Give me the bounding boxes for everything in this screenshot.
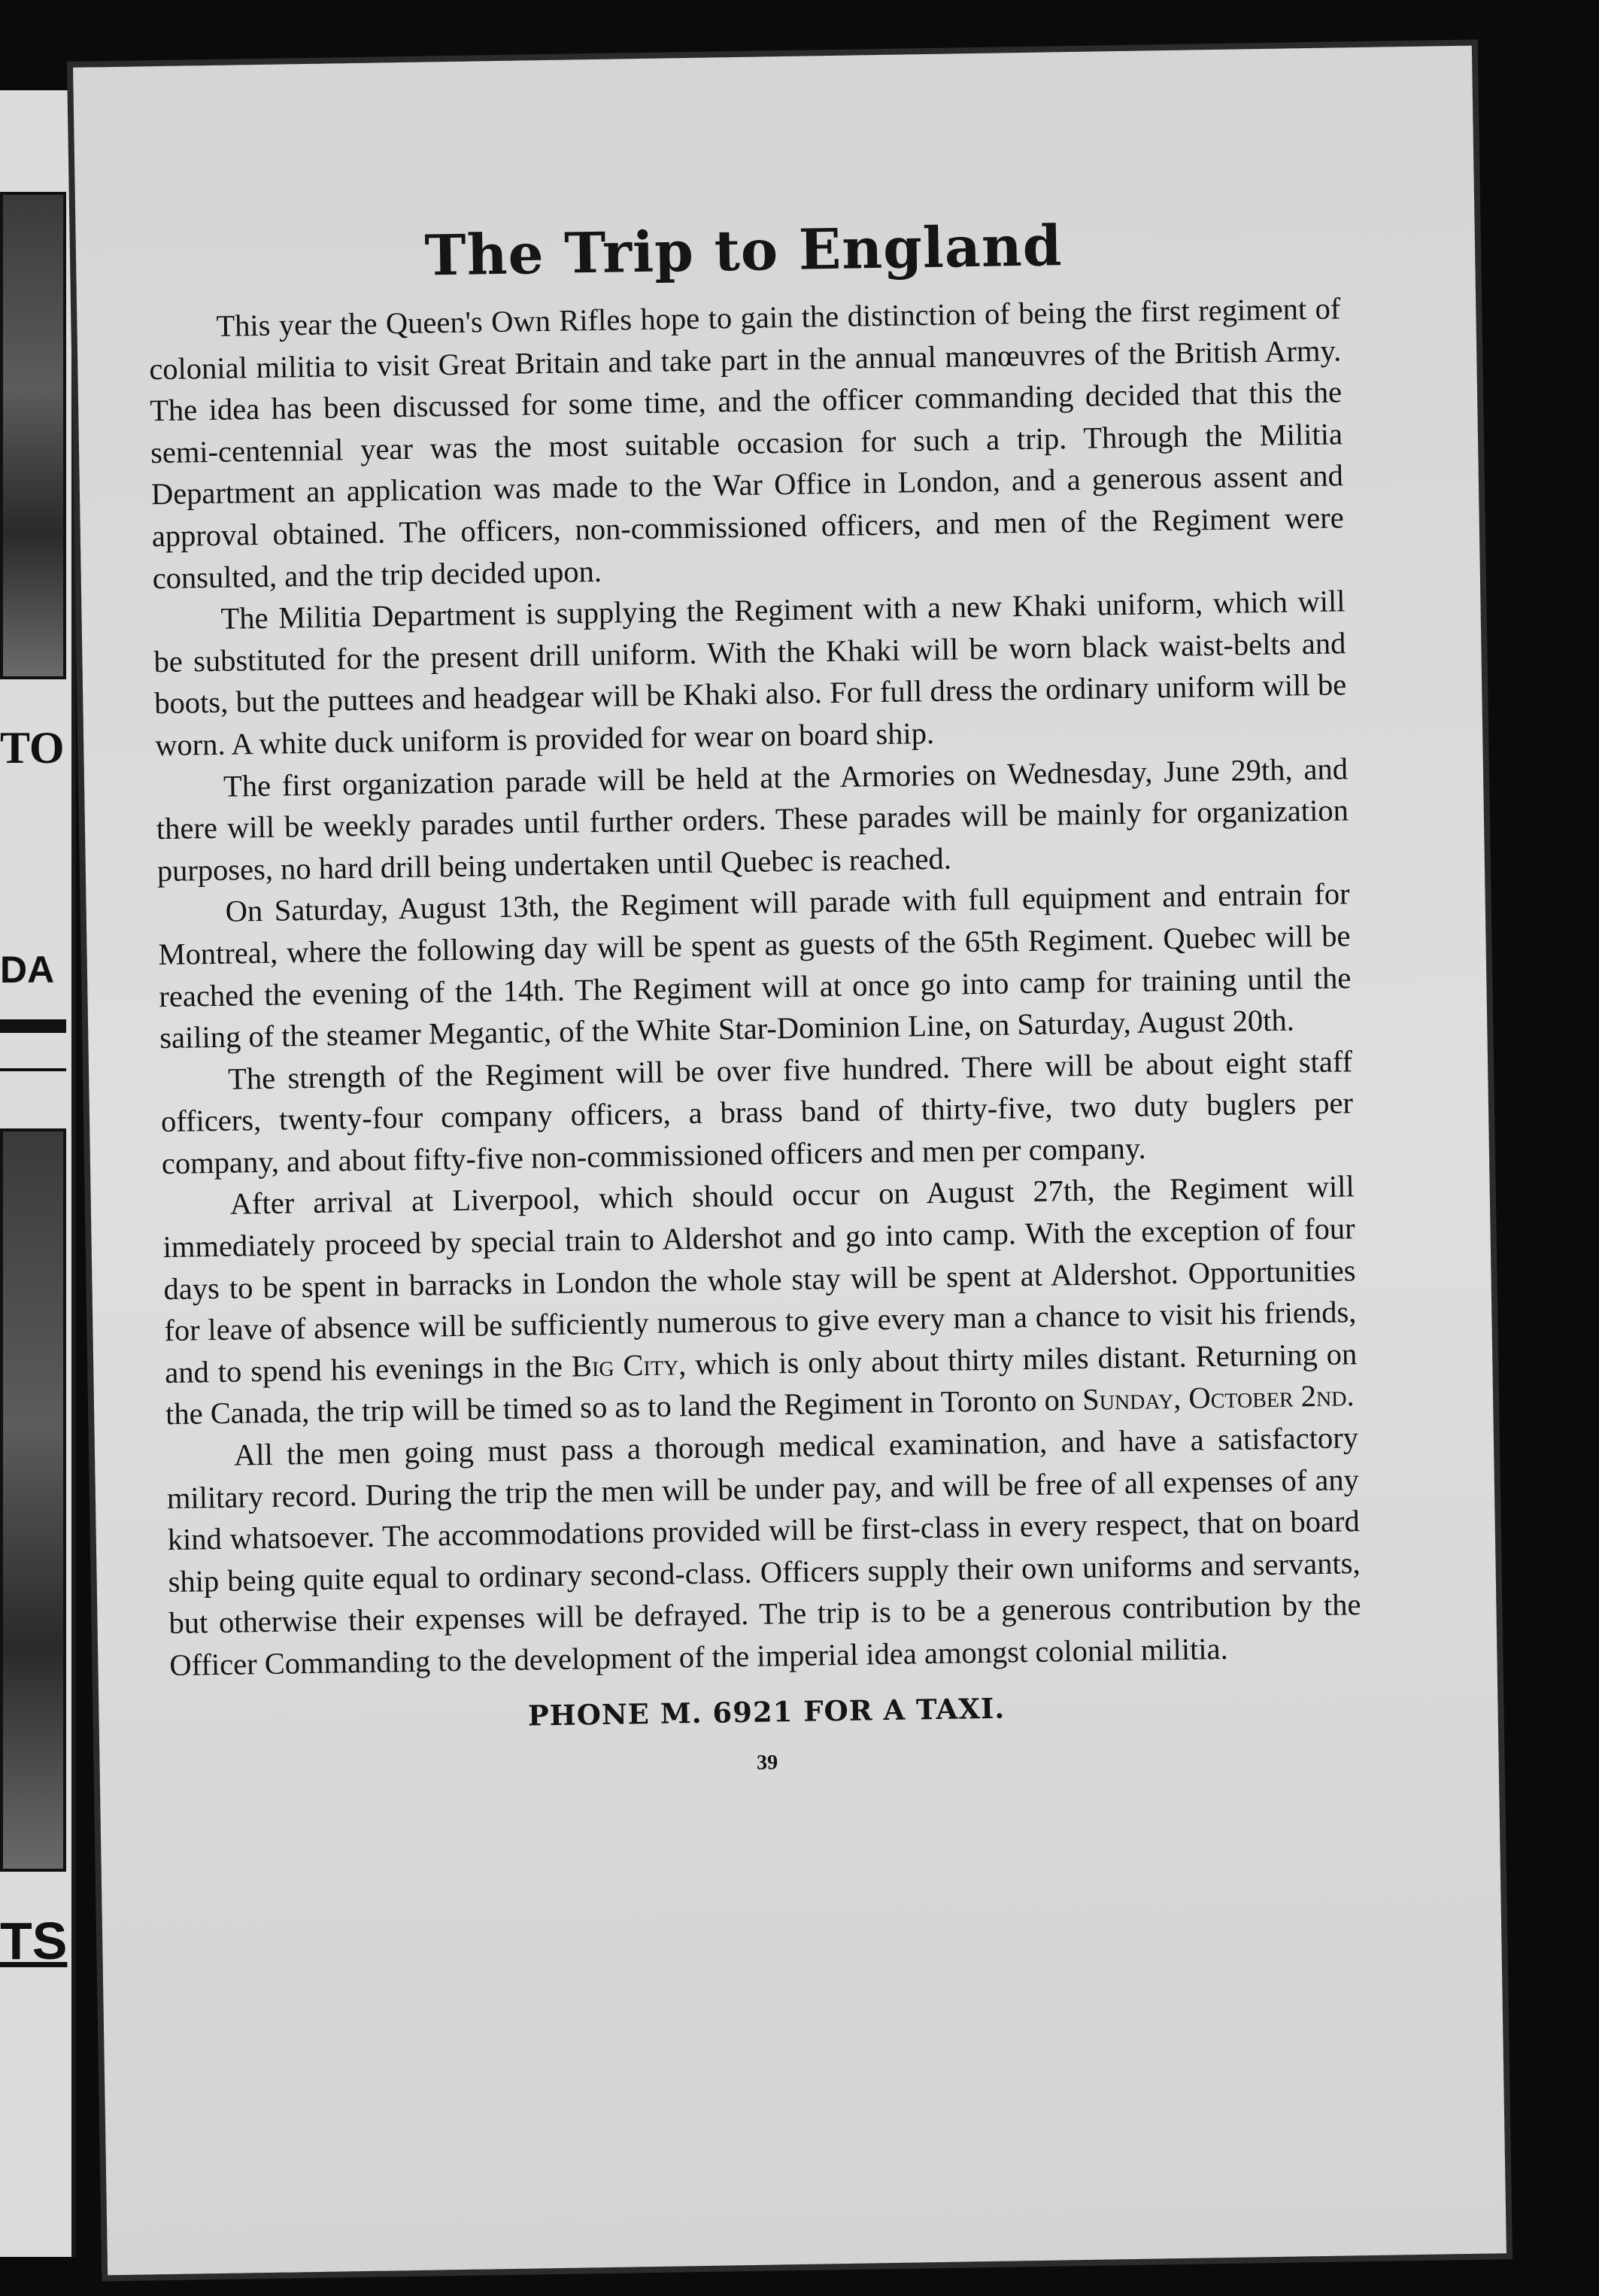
adjacent-page [0,90,76,2257]
adjacent-page-text-fragment: DA [0,949,55,991]
emphasis-big-city: Big City [571,1347,679,1383]
article-paragraph: This year the Queen's Own Rifles hope to gain the distinction of being the first regiment of colonial militia to visit Great Britain and take part in the annual manœuvres of the British Army. The idea has been discussed for some time, and the officer commanding decided that this the semi-centennial year was the most suitable occasion for such a trip. Through the Militia Department an application was made to the War Office in London, and a generous assent and approval obtained. The officers, non-commissioned officers, and men of the Regiment were consulted, and the trip decided upon. [149,291,1345,595]
article-title: The Trip to England [423,214,1063,289]
article-paragraph [162,1166,1358,1435]
paragraph-text: , which is only about thirty miles distant. Returning on the Canada, the trip will be timed so as to land the Regiment in Toronto on [165,1337,1358,1432]
document-page [73,46,1506,2276]
article [147,209,1363,1784]
taxi-advertisement: PHONE M. 6921 FOR A TAXI. [527,1691,1006,1733]
article-paragraph: The first organization parade will be held at the Armories on Wednesday, June 29th, and there will be weekly parades until further orders. These parades will be mainly for organization purposes, no hard drill being undertaken until Quebec is reached. [156,751,1349,888]
adjacent-page-photo-top [0,192,66,679]
paragraph-text: After arrival at Liverpool, which should occur on August 27th, the Regiment will immediately proceed by special train to Aldershot and go into camp. With the exception of four days to be spent in barracks in London the whole stay will be spent at Aldershot. Opportunities for leave of absence will be sufficiently numerous to give every man a chance to visit his friends, and to spend his evenings in the [162,1169,1357,1389]
adjacent-page-rule [0,1019,66,1033]
adjacent-page-rule [0,1068,66,1071]
adjacent-page-text-fragment: TS [0,1912,68,1970]
adjacent-page-photo-bottom [0,1128,66,1872]
article-paragraph: The strength of the Regiment will be over five hundred. There will be about eight staff officers, twenty-four company officers, a brass band of thirty-five, two duty buglers per company, and about fifty-five non-commissioned officers and men per company. [160,1043,1354,1180]
page-number: 39 [756,1750,778,1775]
paragraph-text: . [1346,1378,1355,1413]
article-paragraph: All the men going must pass a thorough medical examination, and have a satisfactory military record. During the trip the men will be under pay, and will be free of all expenses of any kind whatsoever. The accommodations provided will be first-class in every respect, that on board ship being quite equal to ordinary second-class. Officers supply their own uniforms and servants, but otherwise their expenses will be defrayed. The trip is to be a generous contribution by the Officer Commanding to the development of the imperial idea amongst colonial militia. [166,1420,1361,1683]
article-paragraph: On Saturday, August 13th, the Regiment will parade with full equipment and entrain for Montreal, where the following day will be spent as guests of the 65th Regiment. Quebec will be reached the evening of the 14th. The Regiment will at once go into camp for training until the sailing of the steamer Megantic, of the White Star-Dominion Line, on Saturday, August 20th. [158,876,1352,1055]
emphasis-date: Sunday, October 2nd [1082,1378,1347,1417]
adjacent-page-text-fragment: TO [0,723,65,773]
article-paragraph: The Militia Department is supplying the Regiment with a new Khaki uniform, which will be substituted for the present drill uniform. With the Khaki will be worn black waist-belts and boots, but the puttees and headgear will be Khaki also. For full dress the ordinary uniform will be worn. A white duck uniform is provided for wear on board ship. [153,584,1347,763]
